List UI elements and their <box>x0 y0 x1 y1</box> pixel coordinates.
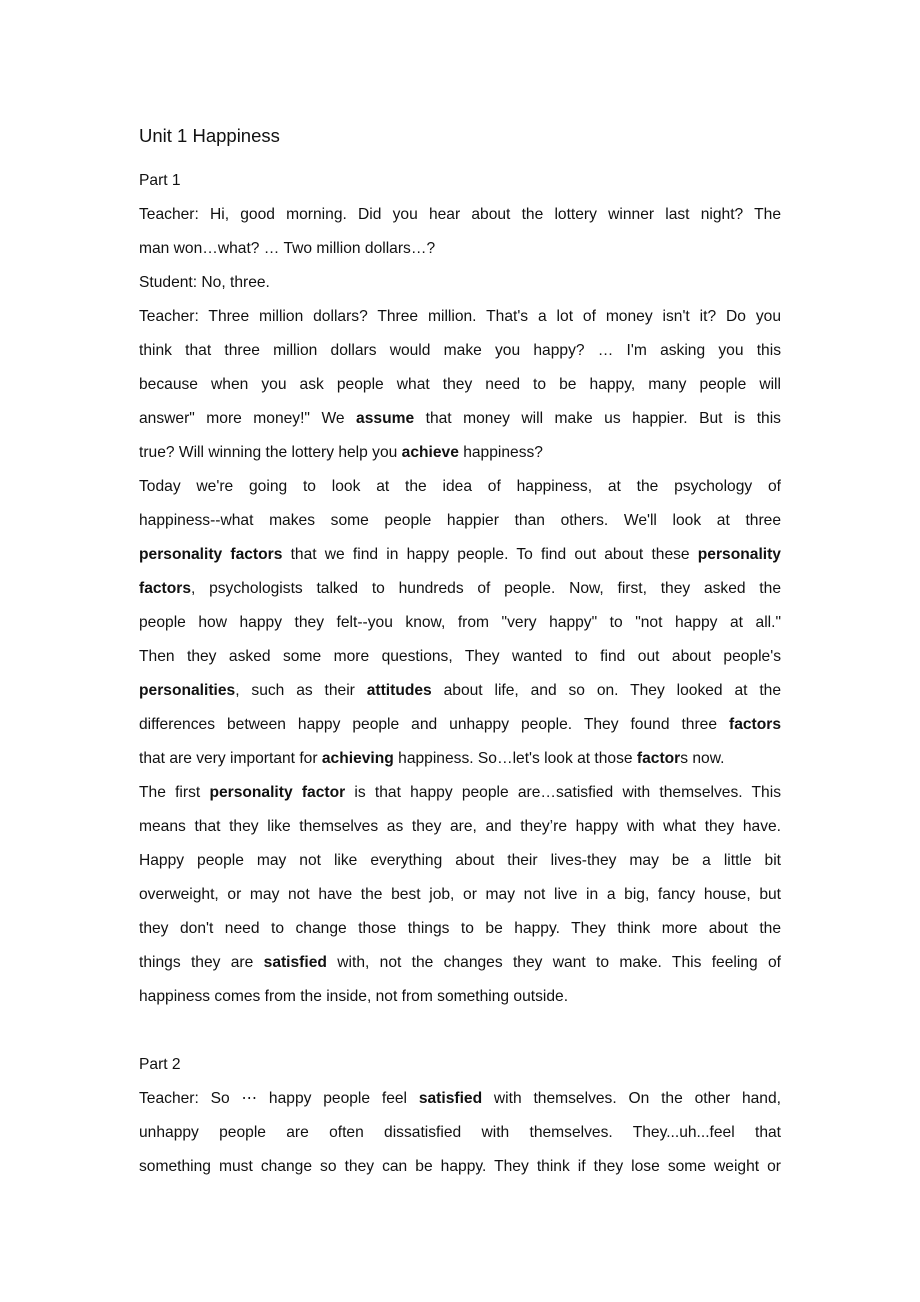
text-run: differences between happy people and unhappy people. They found three <box>139 716 729 733</box>
text-run: , such as their <box>235 682 367 699</box>
text-line <box>139 883 781 907</box>
text-line <box>139 407 781 431</box>
text-run: , psychologists talked to hundreds of people. Now, first, they asked the <box>191 580 781 597</box>
text-run: things they are <box>139 954 264 971</box>
vocab-term: achieving <box>321 750 394 767</box>
text-line <box>139 305 781 329</box>
vocab-term: personality factor <box>209 784 346 801</box>
text-run: Today we're going to look at the idea of happiness, at the psychology of <box>139 478 781 495</box>
vocab-term: factor <box>636 750 681 767</box>
text-run: happiness? <box>458 444 543 461</box>
text-line <box>139 985 781 1009</box>
vocab-term: factors <box>729 716 781 733</box>
document-title: Unit 1 Happiness <box>139 125 280 146</box>
text-run: happiness--what makes some people happier than others. We'll look at three <box>139 512 781 529</box>
vocab-term: satisfied <box>418 1090 483 1107</box>
text-run: s now. <box>680 750 725 767</box>
text-run: about life, and so on. They looked at the <box>431 682 781 699</box>
text-line <box>139 1121 781 1145</box>
text-run: man won…what? … Two million dollars…? <box>139 240 436 257</box>
text-line <box>139 1087 781 1111</box>
text-line <box>139 747 781 771</box>
text-run: unhappy people are often dissatisfied with themselves. They...uh...feel that <box>139 1124 781 1141</box>
text-line <box>139 611 781 635</box>
text-run: something must change so they can be happy. They think if they lose some weight or <box>139 1158 781 1175</box>
text-run: that we find in happy people. To find out about these <box>282 546 698 563</box>
text-line <box>139 713 781 737</box>
text-run: Teacher: Hi, good morning. Did you hear about the lottery winner last night? The <box>139 206 781 223</box>
text-line <box>139 441 781 465</box>
text-run: Teacher: Three million dollars? Three million. That's a lot of money isn't it? Do you <box>139 308 781 325</box>
vocab-term: satisfied <box>263 954 327 971</box>
vocab-term: achieve <box>401 444 459 461</box>
text-run: because when you ask people what they need to be happy, many people will <box>139 376 781 393</box>
text-run: Teacher: So ⋯ happy people feel <box>139 1090 419 1107</box>
part-1-heading: Part 1 <box>139 172 181 189</box>
vocab-term: attitudes <box>366 682 432 699</box>
text-run: think that three million dollars would make you happy? … I'm asking you this <box>139 342 781 359</box>
text-line <box>139 373 781 397</box>
text-line <box>139 951 781 975</box>
text-line <box>139 849 781 873</box>
text-run: happiness. So…let's look at those <box>393 750 637 767</box>
text-run: people how happy they felt--you know, from "very happy" to "not happy at all." <box>139 614 781 631</box>
text-run: Student: No, three. <box>139 274 270 291</box>
text-run: overweight, or may not have the best job, or may not live in a big, fancy house, but <box>139 886 781 903</box>
text-line <box>139 815 781 839</box>
text-run: with themselves. On the other hand, <box>482 1090 781 1107</box>
text-line <box>139 509 781 533</box>
text-line <box>139 339 781 363</box>
vocab-term: personality <box>697 546 781 563</box>
text-line <box>139 237 781 261</box>
text-run: with, not the changes they want to make. This feeling of <box>326 954 781 971</box>
vocab-term: personality factors <box>139 546 283 563</box>
text-run: they don't need to change those things to be happy. They think more about the <box>139 920 781 937</box>
text-run: that are very important for <box>139 750 322 767</box>
text-line <box>139 475 781 499</box>
text-line <box>139 645 781 669</box>
text-run: true? Will winning the lottery help you <box>139 444 402 461</box>
part-2-heading: Part 2 <box>139 1056 181 1073</box>
text-line <box>139 271 781 295</box>
vocab-term: factors <box>139 580 191 597</box>
text-run: that money will make us happier. But is this <box>414 410 781 427</box>
text-run: Happy people may not like everything about their lives-they may be a little bit <box>139 852 781 869</box>
text-line <box>139 679 781 703</box>
text-line <box>139 543 781 567</box>
text-line <box>139 917 781 941</box>
text-run: is that happy people are…satisfied with themselves. This <box>345 784 781 801</box>
text-line <box>139 203 781 227</box>
text-line <box>139 577 781 601</box>
text-run: happiness comes from the inside, not from something outside. <box>139 988 569 1005</box>
vocab-term: personalities <box>139 682 236 699</box>
text-run: The first <box>139 784 210 801</box>
vocab-term: assume <box>356 410 415 427</box>
text-line <box>139 781 781 805</box>
text-line <box>139 1155 781 1179</box>
text-run: answer" more money!" We <box>139 410 357 427</box>
text-run: Then they asked some more questions, They wanted to find out about people's <box>139 648 781 665</box>
text-run: means that they like themselves as they are, and they’re happy with what they have. <box>139 818 781 835</box>
